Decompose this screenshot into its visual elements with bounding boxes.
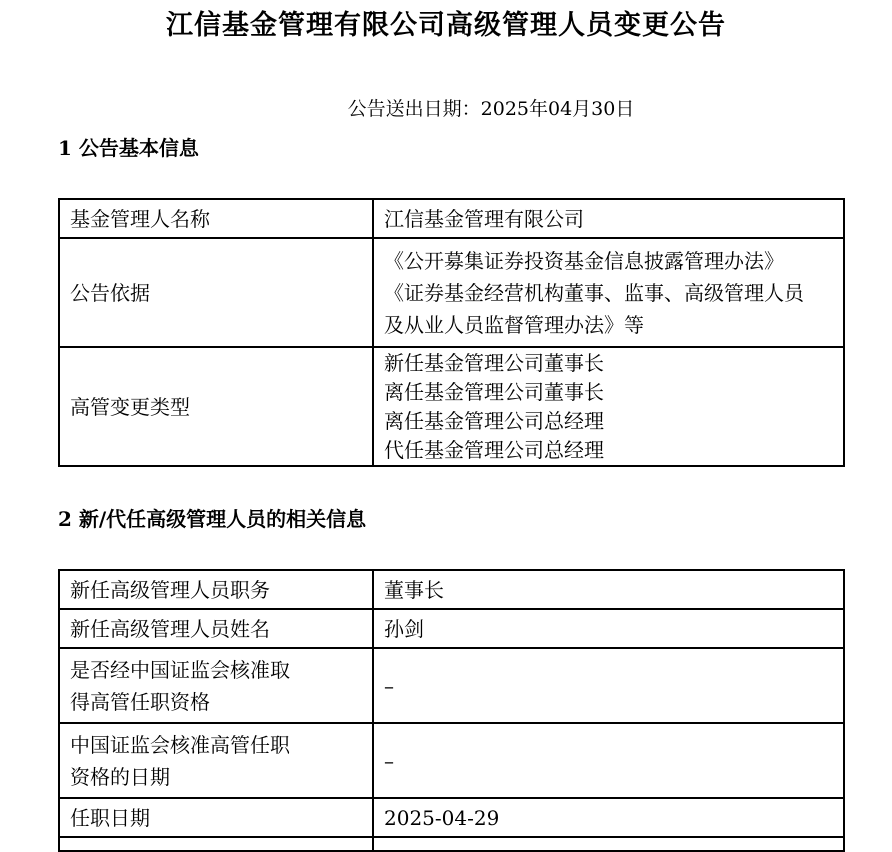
row-label: 任职日期 xyxy=(59,798,373,837)
section-1-heading: 1 公告基本信息 xyxy=(58,136,199,160)
row-label xyxy=(59,648,373,723)
row-value: 2025-04-29 xyxy=(373,798,844,837)
table-row xyxy=(59,238,844,347)
value-line: 代任基金管理公司总经理 xyxy=(384,437,604,462)
manager-info-table xyxy=(58,569,845,852)
row-label: 新任高级管理人员姓名 xyxy=(59,609,373,648)
label-line: 是否经中国证监会核准取 xyxy=(70,657,290,682)
value-line: 《证券基金经营机构董事、监事、高级管理人员 xyxy=(384,280,804,305)
row-label: 公告依据 xyxy=(59,238,373,347)
row-value xyxy=(373,837,844,851)
announcement-date: 公告送出日期：2025年04月30日 xyxy=(347,98,635,120)
row-label: 新任高级管理人员职务 xyxy=(59,570,373,609)
table-row xyxy=(59,609,844,648)
row-label xyxy=(59,837,373,851)
value-line: 离任基金管理公司董事长 xyxy=(384,379,604,404)
row-value: – xyxy=(373,648,844,723)
value-line: 离任基金管理公司总经理 xyxy=(384,408,604,433)
table-row xyxy=(59,347,844,466)
row-label: 高管变更类型 xyxy=(59,347,373,466)
table-row-partial xyxy=(59,837,844,851)
row-label: 基金管理人名称 xyxy=(59,199,373,238)
section-2-heading: 2 新/代任高级管理人员的相关信息 xyxy=(58,507,367,531)
label-line: 资格的日期 xyxy=(70,764,170,789)
row-label xyxy=(59,723,373,798)
row-value: 孙剑 xyxy=(373,609,844,648)
table-row xyxy=(59,570,844,609)
label-line: 得高管任职资格 xyxy=(70,689,210,714)
value-line: 《公开募集证券投资基金信息披露管理办法》 xyxy=(384,248,784,273)
table-row xyxy=(59,648,844,723)
row-value: 江信基金管理有限公司 xyxy=(373,199,844,238)
label-line: 中国证监会核准高管任职 xyxy=(70,732,290,757)
table-row xyxy=(59,723,844,798)
announcement-title: 江信基金管理有限公司高级管理人员变更公告 xyxy=(166,10,726,41)
table-row xyxy=(59,798,844,837)
row-value: 董事长 xyxy=(373,570,844,609)
basic-info-table xyxy=(58,198,845,467)
row-value xyxy=(373,238,844,347)
value-line: 及从业人员监督管理办法》等 xyxy=(384,312,644,337)
row-value xyxy=(373,347,844,466)
value-line: 新任基金管理公司董事长 xyxy=(384,350,604,375)
row-value: – xyxy=(373,723,844,798)
table-row xyxy=(59,199,844,238)
